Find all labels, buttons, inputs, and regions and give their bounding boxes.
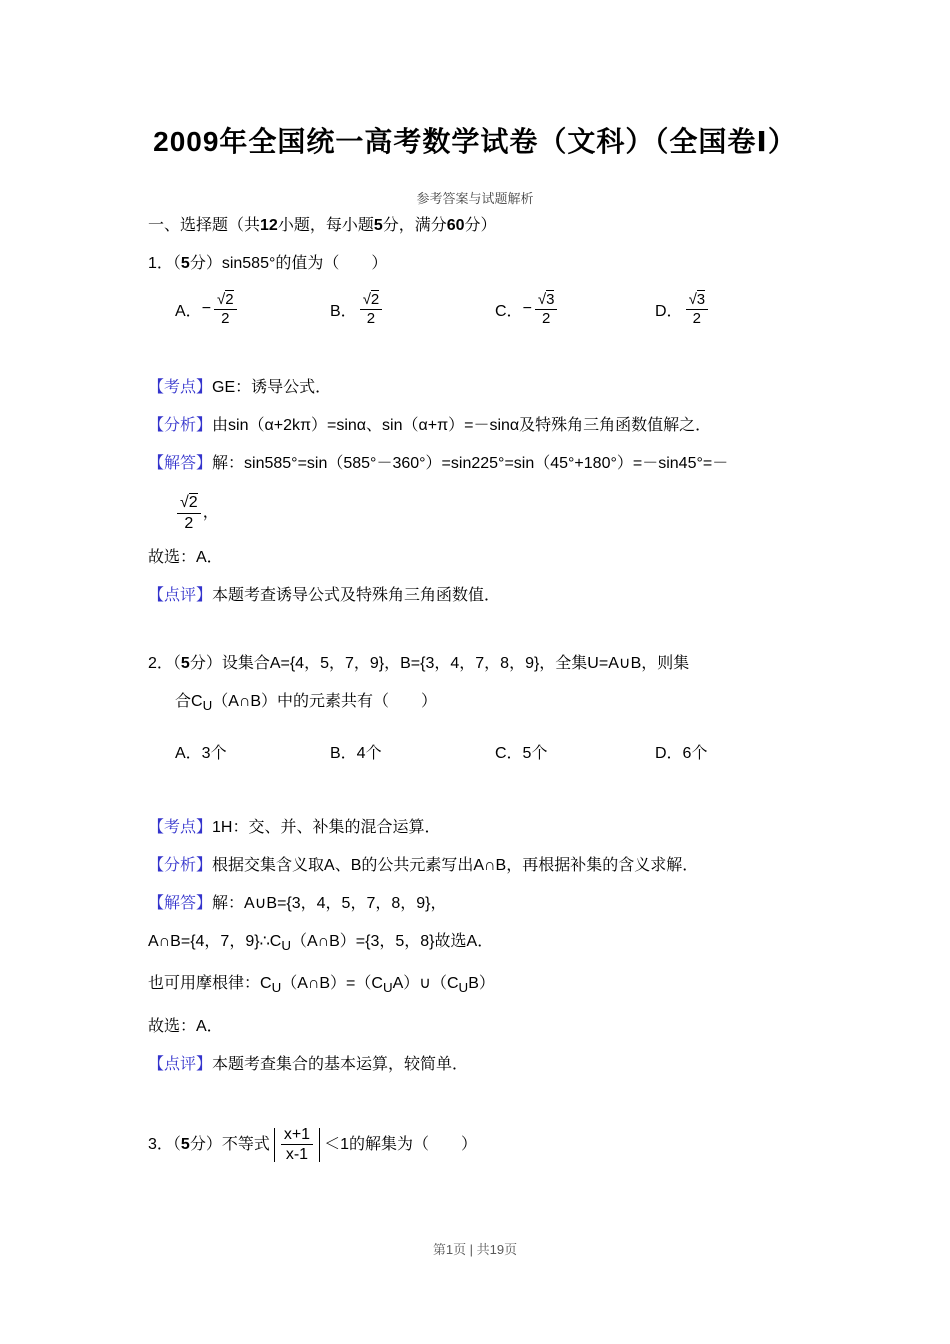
radicand: 3	[546, 290, 555, 308]
question-2	[148, 645, 802, 1084]
q1-option-a	[175, 291, 330, 328]
question-2-options	[148, 727, 802, 775]
q2-fenxi-line	[148, 847, 802, 885]
section-count: 12	[260, 217, 278, 234]
page-subtitle: 参考答案与试题解析	[416, 191, 534, 206]
section-points-each: 5	[373, 217, 383, 234]
fraction	[686, 291, 709, 328]
radicand: 2	[188, 494, 198, 512]
dianping-label: 【点评】	[148, 1055, 213, 1073]
denominator: x-1	[285, 1146, 309, 1164]
page-title: 2009年全国统一高考数学试卷（文科）（全国卷Ⅰ）	[153, 126, 797, 157]
section-text: 分，满分	[382, 217, 447, 234]
numerator: x+1	[281, 1125, 313, 1145]
dianping-label: 【点评】	[148, 587, 213, 604]
section-text: 分）	[464, 217, 497, 234]
absolute-value-bar	[319, 1128, 320, 1162]
subscript-u: U	[281, 938, 291, 954]
q2-option-d: D．6个	[655, 744, 708, 762]
question-1-stem: 1．（5分）sin585°的值为（ ）	[148, 255, 388, 272]
q2-solution-line2: A∩B={4，7，$9\}\therefore C_U(A\cap B)=\{3$，5，8}故选A．	[148, 933, 494, 954]
punctuation: ，	[202, 504, 219, 521]
denominator: 2	[692, 309, 702, 327]
sqrt-symbol: √	[688, 290, 697, 308]
kaodian-label: 【考点】	[148, 819, 213, 837]
q2-option-a: A．3个	[175, 744, 227, 762]
kaodian-text: 1H：交、并、补集的混合运算．	[212, 819, 441, 837]
q2-kaodian-line	[148, 809, 802, 847]
subscript-u: U	[202, 698, 213, 714]
jieda-text: 解：sin585°=sin（585°－360°）=sin225°=sin（45°+180°）=－sin45°=－	[212, 455, 729, 472]
fenxi-text: 由sin（α+2kπ）=sinα、sin（α+π）=－sinα及特殊角三角函数值解之．	[212, 417, 712, 434]
fenxi-label: 【分析】	[148, 857, 213, 875]
fenxi-label: 【分析】	[148, 417, 213, 434]
minus-sign: −	[201, 300, 212, 317]
kaodian-text: GE：诱导公式．	[212, 379, 332, 396]
q2-option-c: C．5个	[495, 744, 548, 762]
question-3	[148, 1120, 802, 1170]
q1-option-c	[495, 291, 655, 328]
sqrt-symbol: √	[537, 290, 547, 308]
q2-jieda-line	[148, 885, 802, 923]
dianping-text: 本题考查集合的基本运算，较简单．	[212, 1055, 469, 1073]
question-2-answer-block	[148, 809, 802, 1083]
question-1	[148, 245, 802, 615]
radicand: 2	[370, 290, 380, 308]
section-text: 小题，每小题	[277, 217, 374, 234]
q1-option-b	[330, 291, 495, 328]
fraction	[281, 1125, 313, 1164]
q1-fenxi-line	[148, 407, 802, 445]
minus-sign: −	[522, 300, 532, 317]
fraction	[535, 291, 558, 328]
denominator: 2	[542, 309, 551, 327]
page-footer: 第1页 | 共19页	[432, 1242, 518, 1257]
option-label: B．	[330, 302, 357, 320]
section-header	[148, 207, 802, 245]
subscript-u: U	[382, 980, 393, 996]
fraction	[214, 291, 237, 328]
radicand: 2	[225, 290, 234, 308]
question-2-stem-line2: 合$C_U(A\cap B)$中的元素共有（ ）	[175, 693, 438, 714]
q1-option-d	[655, 291, 710, 328]
q1-choose-line: 故选：A．	[148, 549, 223, 566]
q1-jieda-line	[148, 445, 802, 483]
q1-dianping-line	[148, 577, 802, 615]
fraction	[177, 493, 201, 532]
fraction	[360, 291, 383, 328]
q2-option-b: B．4个	[330, 744, 382, 762]
denominator: 2	[184, 514, 194, 532]
subscript-u: U	[271, 980, 282, 996]
question-2-stem-line1: 2．（5分）设集合A={4，5，7，9}，B={3，4，7，8，9}，全集U=A∪B，则集	[148, 655, 690, 672]
question-1-answer-block	[148, 369, 802, 615]
denominator: 2	[221, 309, 230, 327]
denominator: 2	[366, 309, 376, 327]
q2-solution-line3: 也可用摩根律：$C_U(A\cap B)=(C_UA)\cup(C_UB)$	[148, 975, 495, 996]
question-1-options	[148, 285, 802, 333]
q1-kaodian-line	[148, 369, 802, 407]
dianping-text: 本题考查诱导公式及特殊角三角函数值．	[212, 587, 501, 604]
question-3-stem: 3．（ 5 分）不等式 $\frac{x+1}{x-1}$ ＜1的解集为（ ）	[148, 1125, 477, 1164]
sqrt-symbol: √	[180, 494, 189, 512]
q2-choose-line: 故选：A．	[148, 1017, 223, 1035]
kaodian-label: 【考点】	[148, 379, 213, 396]
section-points-total: 60	[446, 217, 465, 234]
sqrt-symbol: √	[362, 290, 371, 308]
jieda-text: 解：A∪B={3，4，5，7，8，9}，	[212, 895, 447, 913]
option-label: A．	[175, 302, 202, 320]
q2-dianping-line	[148, 1046, 802, 1084]
subscript-u: U	[458, 980, 469, 996]
q1-solution-fraction-line	[148, 487, 802, 539]
jieda-label: 【解答】	[148, 455, 213, 472]
jieda-label: 【解答】	[148, 895, 213, 913]
absolute-value-bar	[274, 1128, 275, 1162]
option-label: D．	[655, 302, 683, 320]
radicand: 3	[696, 290, 706, 308]
sqrt-symbol: √	[217, 290, 226, 308]
section-text: 一、选择题（共	[148, 217, 261, 234]
option-label: C．	[495, 302, 523, 320]
fenxi-text: 根据交集含义取A、B的公共元素写出A∩B，再根据补集的含义求解．	[212, 857, 699, 875]
